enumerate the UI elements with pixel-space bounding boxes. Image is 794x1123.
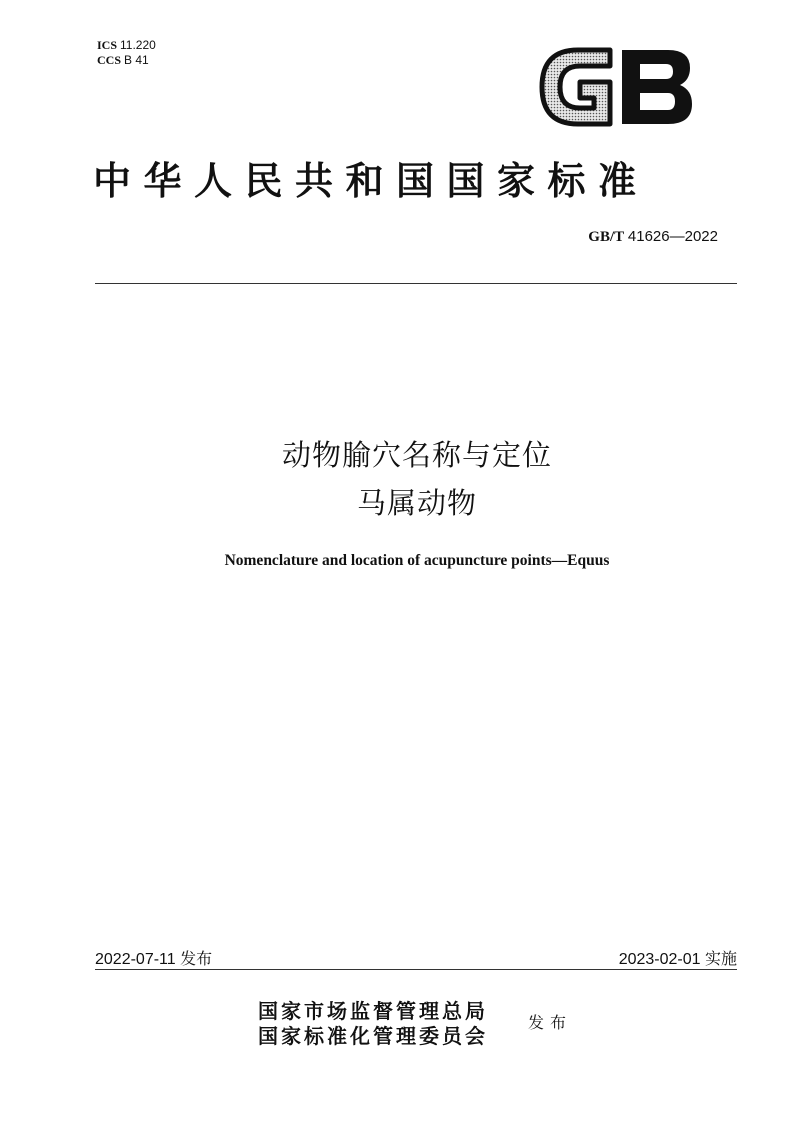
ccs-value: B 41 [124, 53, 149, 67]
classification-codes [97, 38, 156, 68]
gb-logo-icon [538, 46, 696, 128]
ics-label: ICS [97, 38, 118, 52]
publish-action: 发布 [528, 1013, 573, 1032]
standard-prefix: GB/T [588, 229, 625, 245]
publisher-samr: 国家市场监督管理总局 [258, 999, 488, 1023]
effective-date: 2023-02-01 实施 [618, 951, 737, 968]
ics-value: 11.220 [120, 38, 156, 52]
top-divider [95, 283, 737, 284]
ccs-label: CCS [97, 53, 122, 67]
issue-date: 2022-07-11 发布 [95, 951, 213, 968]
chinese-title-line2: 马属动物 [356, 486, 477, 520]
publisher-sac: 国家标准化管理委员会 [258, 1024, 488, 1048]
english-title: Nomenclature and location of acupuncture points—Equus [224, 552, 610, 569]
ccs-line [97, 53, 156, 68]
standard-number [588, 228, 718, 246]
bottom-divider [95, 969, 737, 970]
standard-code: 41626—2022 [627, 228, 718, 245]
national-standard-heading: 中华人民共和国国家标准 [93, 158, 649, 203]
ics-line [97, 38, 156, 53]
chinese-title-line1: 动物腧穴名称与定位 [281, 438, 552, 472]
